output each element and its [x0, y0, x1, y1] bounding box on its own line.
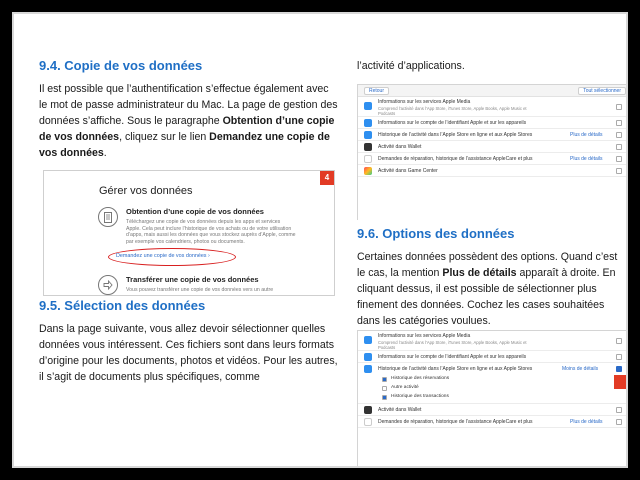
section-title-9-6: 9.6. Options des données	[357, 226, 515, 241]
less-details-link[interactable]: Moins de détails	[562, 366, 599, 372]
back-button[interactable]: Retour	[364, 87, 389, 95]
section-9-5-text: Dans la page suivante, vous allez devoir sélectionner quelles données vous intéressent. Ces fichiers sont dans leurs formats d’origine pour les documents, photos et vidéos. Pour les autres, il s’agit de documents plus spécifiques, comme	[39, 323, 338, 383]
row-label: Informations sur le compte de l’identifiant Apple et sur les appareils	[378, 120, 527, 126]
section-title-9-4: 9.4. Copie de vos données	[39, 58, 203, 73]
row-checkbox[interactable]	[616, 144, 622, 150]
section-9-5	[39, 298, 339, 385]
bold-term: Demandez une copie de vos données	[39, 131, 330, 159]
game-center-icon	[364, 167, 372, 175]
row-label: Activité dans Wallet	[378, 144, 422, 150]
sub-checkbox[interactable]	[382, 395, 387, 400]
applecare-icon	[364, 155, 372, 163]
screenshot-heading: Gérer vos données	[99, 185, 193, 197]
continued-text: l’activité d’applications.	[357, 60, 465, 72]
text-run: Certaines données possèdent des options. Quand c’est le cas, la mention	[357, 251, 618, 279]
apple-id-icon	[364, 119, 372, 127]
row-label: Demandes de réparation, historique de l’assistance AppleCare et plus	[378, 419, 533, 425]
row-checkbox[interactable]	[616, 104, 622, 110]
app-store-icon	[364, 336, 372, 344]
bold-term: Obtention d’une copie de vos données	[39, 115, 335, 143]
apple-id-icon	[364, 353, 372, 361]
screenshot-toolbar	[358, 85, 628, 97]
step-badge: 4	[320, 171, 334, 185]
section-9-4-text	[39, 81, 339, 161]
row-label: Historique de l’activité dans l’Apple Store en ligne et aux Apple Stores	[378, 366, 533, 372]
data-row	[358, 153, 628, 165]
transfer-arrow-icon	[98, 275, 118, 295]
sub-checkbox[interactable]	[382, 386, 387, 391]
row-checkbox[interactable]	[616, 168, 622, 174]
sub-option-label: Autre activité	[391, 385, 419, 390]
row-checkbox[interactable]	[616, 407, 622, 413]
row-checkbox[interactable]	[616, 366, 622, 372]
row-label: Activité dans Game Center	[378, 168, 438, 174]
sub-option	[358, 384, 628, 393]
row-label: Historique de l’activité dans l’Apple Store en ligne et aux Apple Stores	[378, 132, 533, 138]
right-top-text	[357, 58, 627, 74]
row-checkbox[interactable]	[616, 132, 622, 138]
row-checkbox[interactable]	[616, 419, 622, 425]
option-transfer-title: Transférer une copie de vos données	[126, 275, 259, 284]
data-row	[358, 141, 628, 153]
data-row	[358, 129, 628, 141]
sub-option	[358, 375, 628, 384]
data-row	[358, 351, 628, 363]
section-9-6	[357, 220, 627, 329]
sub-option	[358, 393, 628, 404]
sub-option-label: Historique des transactions	[391, 394, 449, 399]
option-transfer-text: Vous pouvez transférer une copie de vos données vers un autre	[126, 287, 274, 293]
data-row	[358, 117, 628, 129]
select-all-button[interactable]: Tout sélectionner	[578, 87, 626, 95]
data-selection-screenshot	[357, 84, 628, 222]
text-run: apparaît à droite. En cliquant dessus, il est possible de sélectionner plus finement des données. Cochez les cases souhaitées dans les catégories voulues.	[357, 267, 616, 327]
sub-option-label: Historique des réservations	[391, 376, 450, 381]
more-details-link[interactable]: Plus de détails	[570, 132, 603, 138]
data-row	[358, 404, 628, 416]
data-row	[358, 97, 628, 117]
more-details-link[interactable]: Plus de détails	[570, 419, 603, 425]
document-icon	[98, 207, 118, 227]
row-label: Activité dans Wallet	[378, 407, 422, 413]
row-label: Informations sur les services Apple Media	[378, 333, 471, 339]
option-copy-text: Téléchargez une copie de vos données depuis les apps et services Apple. Cela peut inclure l’historique de vos achats ou de votre utilisation d’apps, mais aussi les données que vous stockez auprès d’Apple, comme par exemple vos calendriers, photos ou documents.	[126, 219, 296, 245]
section-9-6-text	[357, 249, 627, 329]
request-copy-link[interactable]: Demandez une copie de vos données ›	[116, 253, 210, 259]
wallet-icon	[364, 406, 372, 414]
apple-store-icon	[364, 131, 372, 139]
row-subtext: Comprend l’activité dans l’App Store, iTunes Store, Apple Books, Apple Music et Podcasts	[378, 340, 527, 350]
data-row	[358, 331, 628, 351]
row-checkbox[interactable]	[616, 338, 622, 344]
applecare-icon	[364, 418, 372, 426]
row-label: Informations sur le compte de l’identifiant Apple et sur les appareils	[378, 354, 527, 360]
text-run: , cliquez sur le lien	[119, 131, 210, 143]
manage-data-screenshot	[43, 170, 335, 296]
left-column	[39, 58, 339, 161]
app-store-icon	[364, 102, 372, 110]
wallet-icon	[364, 143, 372, 151]
row-label: Informations sur les services Apple Media	[378, 99, 471, 105]
row-checkbox[interactable]	[616, 354, 622, 360]
section-title-9-5: 9.5. Sélection des données	[39, 298, 206, 313]
text-run: .	[103, 147, 107, 159]
data-row	[358, 165, 628, 177]
apple-store-icon	[364, 365, 372, 373]
row-subtext: Comprend l’activité dans l’App Store, iTunes Store, Apple Books, Apple Music et Podcasts	[378, 106, 527, 116]
more-details-link[interactable]: Plus de détails	[570, 156, 603, 162]
bold-term: Plus de détails	[442, 267, 517, 279]
data-row	[358, 363, 628, 375]
data-row	[358, 416, 628, 428]
text-run: Il est possible que l’authentification s’effectue également avec le mot de passe administrateur du Mac. La page de gestion des données s’affiche. Sous le paragraphe	[39, 83, 338, 127]
document-page	[12, 12, 628, 468]
row-checkbox[interactable]	[616, 156, 622, 162]
row-label: Demandes de réparation, historique de l’assistance AppleCare et plus	[378, 156, 533, 162]
row-checkbox[interactable]	[616, 120, 622, 126]
option-copy-title: Obtention d’une copie de vos données	[126, 207, 264, 216]
data-options-screenshot	[357, 330, 628, 468]
sub-checkbox[interactable]	[382, 377, 387, 382]
highlight-oval	[108, 248, 236, 266]
